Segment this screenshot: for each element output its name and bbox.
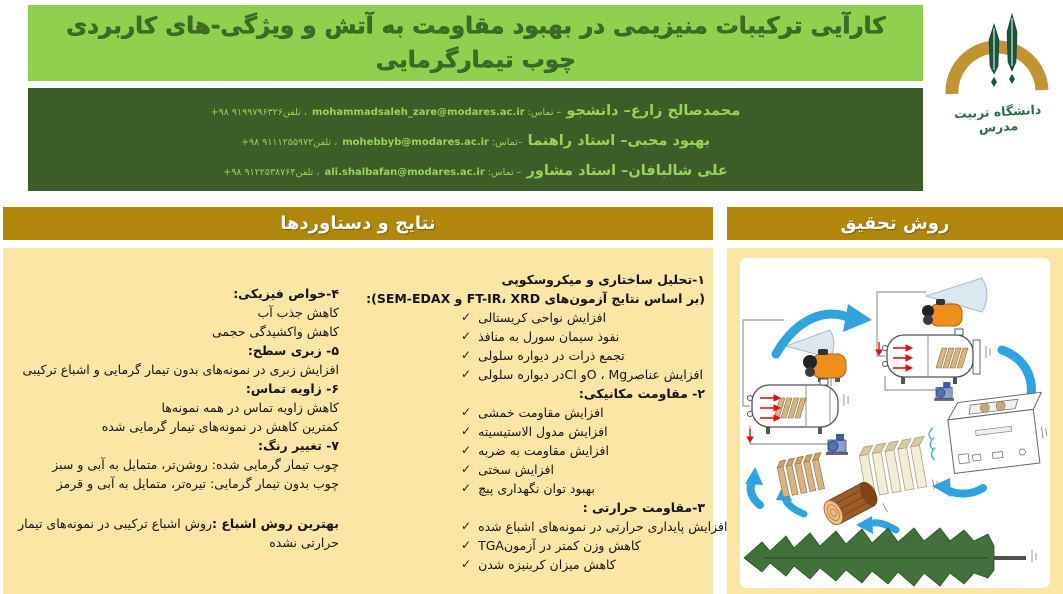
check-icon: ✓ xyxy=(461,443,472,457)
results-panel-header: نتایج و دستاوردها xyxy=(3,207,713,240)
check-icon: ✓ xyxy=(461,348,472,362)
results-panel-body xyxy=(3,248,728,594)
checklist-item xyxy=(461,479,705,498)
result-line: کاهش واکشیدگی حجمی xyxy=(212,324,339,339)
section-heading: (بر اساس نتایج آزمون‌های FT-IR، XRD و SEM-EDAX): xyxy=(366,291,705,306)
author-row-advisor xyxy=(28,160,923,179)
method-panel-header: روش تحقیق xyxy=(727,207,1063,240)
author-phone: ، تلفن۹۱۹۹۷۹۶۳۲۶ ۹۸+ xyxy=(210,107,307,119)
check-icon: ✓ xyxy=(461,519,472,533)
contact-label: – تماس: xyxy=(484,166,522,178)
author-row-supervisor xyxy=(28,130,923,149)
checklist-item xyxy=(461,346,705,365)
checklist-item-text: بهبود توان نگهداری پیچ xyxy=(478,481,595,496)
method-diagram xyxy=(740,258,1050,588)
section-heading: ۶- زاویه تماس: xyxy=(245,381,339,396)
result-line: چوب بدون تیمار گرمایی: تیره‌تر، متمایل به آبی و قرمز xyxy=(56,476,339,491)
autoclave-assembly-2 xyxy=(876,278,990,401)
sawn-wood-stack-icon xyxy=(776,452,828,497)
check-icon: ✓ xyxy=(461,367,472,381)
checklist-item-text: افزایش نواحی کریستالی xyxy=(478,310,607,325)
water-pump-icon xyxy=(934,382,954,401)
check-icon: ✓ xyxy=(461,405,472,419)
university-logo-text: دانشگاه تربیت مدرس xyxy=(953,101,1042,136)
results-column-right xyxy=(357,270,728,594)
conclusion-line: بهترین روش اشباع :روش اشباع ترکیبی در نمونه‌های تیمار حرارتی نشده xyxy=(18,516,339,550)
checklist-item-text: نفوذ سیمان سورل به منافذ xyxy=(478,329,620,344)
section-heading: ۲- مقاومت مکانیکی: xyxy=(578,386,705,401)
results-section xyxy=(13,379,339,436)
checklist-item-text: افزایش مدول الاستیسیته xyxy=(478,424,608,439)
checklist-item xyxy=(461,308,705,327)
result-line: کاهش جذب آب xyxy=(257,305,339,320)
checklist-item xyxy=(461,422,705,441)
checklist-item-text: افزایش عناصرO ، Mgو Clدر دیواره سلولی xyxy=(478,367,704,382)
checklist-item-text: افزایش سختی xyxy=(478,462,555,477)
checklist-item xyxy=(461,555,705,574)
checklist-item xyxy=(461,441,705,460)
poster-title-line2: چوب تیمارگرمایی xyxy=(375,47,576,73)
author-phone: ، تلفن۹۱۲۲۵۳۸۷۶۴ ۹۸+ xyxy=(223,166,320,178)
checklist-item xyxy=(461,365,705,384)
check-icon: ✓ xyxy=(461,538,472,552)
checklist-item-text: افزایش مقاومت خمشی xyxy=(478,405,604,420)
author-name: محمدصالح زارع– دانشجو xyxy=(566,103,741,120)
results-section xyxy=(357,270,705,384)
result-line: افزایش زبری در نمونه‌های بدون تیمار گرمایی و اشباع ترکیبی xyxy=(22,362,339,377)
heat-air-lines xyxy=(928,428,936,460)
tiny-caption xyxy=(1041,426,1046,438)
checklist-item-text: افزایش مقاومت به ضربه xyxy=(478,443,609,458)
checklist-item-text: افزایش پایداری حرارتی در نمونه‌های اشباع شده xyxy=(478,519,728,534)
check-icon: ✓ xyxy=(461,310,472,324)
section-heading: ۱-تحلیل ساختاری و میکروسکوپی xyxy=(501,272,705,287)
checklist-item-text: تجمع ذرات در دیواره سلولی xyxy=(478,348,625,363)
checklist-item xyxy=(461,460,705,479)
check-icon: ✓ xyxy=(461,557,472,571)
compressor-icon xyxy=(803,349,846,382)
result-line: چوب تیمار گرمایی شده: روشن‌تر، متمایل به آبی و سبز xyxy=(52,457,339,472)
tiny-caption xyxy=(1032,550,1036,562)
section-heading: ۵- زبری سطح: xyxy=(247,343,339,358)
result-line: کمترین کاهش در نمونه‌های تیمار گرمایی شده xyxy=(101,419,339,434)
results-section xyxy=(13,341,339,379)
section-heading: ۴-خواص فیزیکی: xyxy=(233,286,339,301)
poster-title-bar xyxy=(28,5,923,81)
contact-label: –تماس: xyxy=(488,136,523,148)
check-icon: ✓ xyxy=(461,329,472,343)
water-pump-icon xyxy=(826,434,848,455)
author-row-student xyxy=(28,100,923,119)
checklist-item-text: کاهش میزان کربنیزه شدن xyxy=(478,557,616,572)
results-column-left xyxy=(13,284,339,594)
checklist-item xyxy=(461,327,705,346)
checklist-item xyxy=(461,403,705,422)
pine-tree-icon xyxy=(744,528,1036,586)
checklist-item xyxy=(461,517,728,536)
autoclave-assembly-1 xyxy=(743,320,848,455)
author-name: بهبود محبی– استاد راهنما xyxy=(527,132,711,149)
poster-title-line1: کارآیی ترکیبات منیزیمی در بهبود مقاومت به آتش و ویژگی-های کاربردی xyxy=(65,13,886,39)
flow-arrow-icon xyxy=(869,523,896,530)
tiny-caption xyxy=(986,346,990,358)
university-logo xyxy=(942,6,1054,138)
tiny-caption xyxy=(883,503,888,512)
results-section xyxy=(357,498,728,574)
author-phone: ، تلفن۹۱۱۱۲۵۵۹۷۲ ۹۸+ xyxy=(240,136,338,148)
checklist-item xyxy=(461,536,705,555)
oven-icon xyxy=(926,392,1050,476)
conclusion-lead: بهترین روش اشباع : xyxy=(212,516,339,531)
check-icon: ✓ xyxy=(461,481,472,495)
results-section xyxy=(13,514,339,552)
contact-label: – تماس: xyxy=(524,107,562,119)
results-section xyxy=(13,284,339,341)
results-section xyxy=(13,436,339,493)
result-line: کاهش زاویه تماس در همه نمونه‌ها xyxy=(161,400,339,415)
tiny-caption xyxy=(844,394,848,406)
log-icon xyxy=(820,479,887,539)
method-panel-body xyxy=(727,248,1063,594)
check-icon: ✓ xyxy=(461,462,472,476)
author-name: علی شالبافان– استاد مشاور xyxy=(526,162,728,179)
author-email: mohammadsaleh_zare@modares.ac.ir xyxy=(311,107,525,119)
check-icon: ✓ xyxy=(461,424,472,438)
checklist-item-text: کاهش وزن کمتر در آزمونTGA xyxy=(478,538,641,553)
author-email: ali.shalbafan@modares.ac.ir xyxy=(324,166,485,178)
results-section xyxy=(357,384,705,498)
authors-band xyxy=(28,88,923,191)
section-heading: ۳-مقاومت حرارتی : xyxy=(582,500,705,515)
author-email: mohebbyb@modares.ac.ir xyxy=(342,136,489,148)
university-logo-emblem xyxy=(942,6,1054,102)
section-heading: ۷- تغییر رنگ: xyxy=(258,438,339,453)
